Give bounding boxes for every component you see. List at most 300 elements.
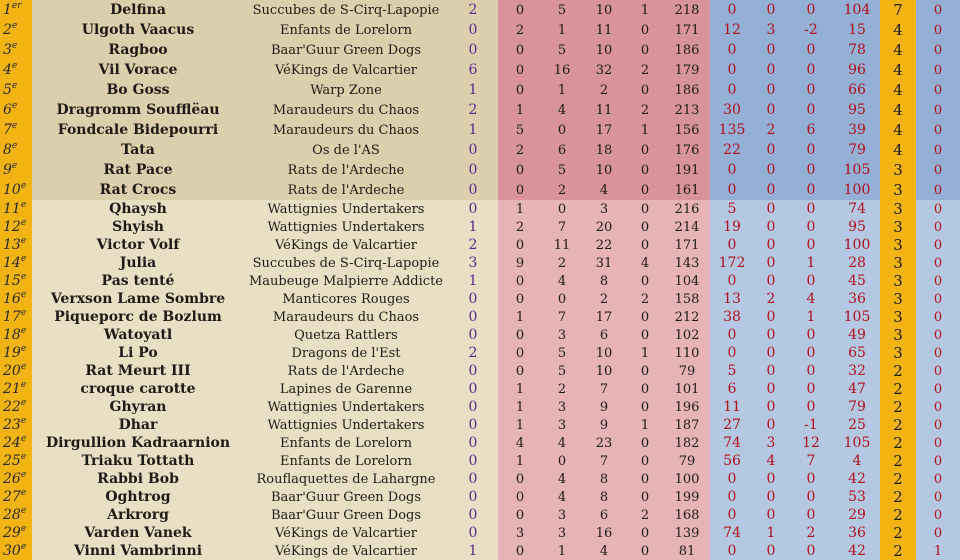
player-name: Bo Goss	[32, 80, 244, 100]
stat-blue-4: 74	[834, 200, 880, 218]
stat-last: 0	[916, 416, 960, 434]
stat-blue-1: 6	[710, 380, 754, 398]
stat-pink-5: 79	[664, 452, 710, 470]
stat-pink-5: 102	[664, 326, 710, 344]
points-cell: 3	[880, 218, 916, 236]
rank-number: 15	[3, 273, 21, 289]
stat-purple: 2	[448, 0, 498, 20]
rank-cell	[0, 236, 32, 254]
stat-blue-4: 45	[834, 272, 880, 290]
stat-blue-1: 0	[710, 344, 754, 362]
stat-pink-4: 0	[626, 326, 664, 344]
rank-suffix: e	[20, 181, 27, 191]
team-name: Wattignies Undertakers	[244, 218, 448, 236]
stat-pink-4: 0	[626, 434, 664, 452]
stat-purple: 0	[448, 326, 498, 344]
stat-blue-1: 0	[710, 326, 754, 344]
stat-last: 0	[916, 80, 960, 100]
stat-blue-4: 36	[834, 290, 880, 308]
stat-pink-4: 2	[626, 506, 664, 524]
stat-pink-4: 0	[626, 488, 664, 506]
points-cell: 4	[880, 60, 916, 80]
stat-blue-4: 78	[834, 40, 880, 60]
rank-cell	[0, 272, 32, 290]
stat-blue-2: 0	[754, 80, 788, 100]
rank-number: 18	[3, 327, 21, 343]
rank-cell	[0, 180, 32, 200]
rank-cell	[0, 470, 32, 488]
stat-pink-4: 0	[626, 236, 664, 254]
stat-pink-1: 5	[498, 120, 542, 140]
table-row	[0, 506, 960, 524]
team-name: Maraudeurs du Chaos	[244, 120, 448, 140]
stat-pink-5: 216	[664, 200, 710, 218]
rank-number: 19	[3, 345, 21, 361]
stat-pink-1: 0	[498, 40, 542, 60]
stat-pink-4: 0	[626, 380, 664, 398]
table-row	[0, 200, 960, 218]
stat-blue-4: 100	[834, 236, 880, 254]
points-cell: 3	[880, 344, 916, 362]
stat-blue-1: 0	[710, 180, 754, 200]
stat-pink-4: 2	[626, 100, 664, 120]
points-cell: 4	[880, 80, 916, 100]
stat-blue-1: 27	[710, 416, 754, 434]
stat-last: 0	[916, 236, 960, 254]
team-name: VéKings de Valcartier	[244, 542, 448, 560]
table-row	[0, 434, 960, 452]
stat-pink-4: 0	[626, 452, 664, 470]
rank-number: 12	[3, 219, 21, 235]
stat-blue-4: 104	[834, 0, 880, 20]
stat-blue-3: 12	[788, 434, 834, 452]
stat-blue-1: 0	[710, 40, 754, 60]
table-row	[0, 120, 960, 140]
stat-pink-3: 8	[582, 272, 626, 290]
points-cell: 3	[880, 254, 916, 272]
stat-blue-2: 0	[754, 308, 788, 326]
stat-last: 0	[916, 200, 960, 218]
table-row	[0, 100, 960, 120]
rank-number: 25	[3, 453, 21, 469]
stat-pink-1: 1	[498, 308, 542, 326]
stat-pink-3: 10	[582, 362, 626, 380]
stat-purple: 0	[448, 398, 498, 416]
stat-blue-3: 0	[788, 398, 834, 416]
rank-cell	[0, 200, 32, 218]
team-name: Enfants de Lorelorn	[244, 452, 448, 470]
rank-suffix: e	[20, 272, 27, 282]
stat-pink-2: 4	[542, 434, 582, 452]
stat-blue-4: 105	[834, 160, 880, 180]
stat-blue-4: 53	[834, 488, 880, 506]
stat-blue-3: 0	[788, 200, 834, 218]
stat-last: 0	[916, 524, 960, 542]
team-name: Warp Zone	[244, 80, 448, 100]
stat-blue-1: 74	[710, 434, 754, 452]
player-name: Pas tenté	[32, 272, 244, 290]
stat-pink-4: 0	[626, 218, 664, 236]
stat-last: 0	[916, 254, 960, 272]
rank-suffix: e	[20, 398, 27, 408]
stat-blue-3: 0	[788, 236, 834, 254]
stat-blue-1: 30	[710, 100, 754, 120]
player-name: Dragromm Soufflëau	[32, 100, 244, 120]
stat-pink-2: 3	[542, 524, 582, 542]
team-name: Wattignies Undertakers	[244, 416, 448, 434]
rank-number: 22	[3, 399, 21, 415]
stat-purple: 2	[448, 344, 498, 362]
stat-blue-1: 56	[710, 452, 754, 470]
team-name: Rats de l'Ardeche	[244, 160, 448, 180]
stat-pink-5: 143	[664, 254, 710, 272]
stat-pink-5: 104	[664, 272, 710, 290]
stat-pink-3: 11	[582, 20, 626, 40]
points-cell: 2	[880, 362, 916, 380]
rank-suffix: e	[11, 41, 18, 51]
points-cell: 2	[880, 470, 916, 488]
stat-pink-1: 9	[498, 254, 542, 272]
stat-blue-4: 95	[834, 218, 880, 236]
table-row	[0, 218, 960, 236]
stat-blue-2: 3	[754, 20, 788, 40]
rank-suffix: e	[20, 542, 27, 552]
stat-pink-3: 22	[582, 236, 626, 254]
rank-cell	[0, 326, 32, 344]
points-cell: 2	[880, 380, 916, 398]
stat-pink-2: 7	[542, 308, 582, 326]
rank-cell	[0, 416, 32, 434]
player-name: Dhar	[32, 416, 244, 434]
stat-pink-3: 16	[582, 524, 626, 542]
rank-suffix: e	[20, 218, 27, 228]
stat-purple: 1	[448, 218, 498, 236]
stat-pink-1: 0	[498, 180, 542, 200]
team-name: VéKings de Valcartier	[244, 236, 448, 254]
stat-last: 0	[916, 40, 960, 60]
stat-last: 0	[916, 218, 960, 236]
rank-suffix: e	[20, 362, 27, 372]
stat-blue-4: 29	[834, 506, 880, 524]
stat-last: 0	[916, 488, 960, 506]
stat-last: 0	[916, 20, 960, 40]
stat-last: 0	[916, 452, 960, 470]
stat-last: 0	[916, 100, 960, 120]
stat-pink-3: 11	[582, 100, 626, 120]
stat-blue-3: 0	[788, 60, 834, 80]
rank-cell	[0, 254, 32, 272]
stat-purple: 1	[448, 272, 498, 290]
stat-pink-2: 1	[542, 80, 582, 100]
stat-pink-5: 179	[664, 60, 710, 80]
stat-purple: 0	[448, 20, 498, 40]
player-name: Varden Vanek	[32, 524, 244, 542]
stat-pink-5: 161	[664, 180, 710, 200]
rank-suffix: e	[20, 290, 27, 300]
stat-blue-3: 0	[788, 80, 834, 100]
table-row	[0, 272, 960, 290]
player-name: Rat Meurt III	[32, 362, 244, 380]
rank-suffix: e	[11, 141, 18, 151]
rank-number: 26	[3, 471, 21, 487]
stat-pink-2: 4	[542, 470, 582, 488]
player-name: Ghyran	[32, 398, 244, 416]
stat-blue-4: 66	[834, 80, 880, 100]
points-cell: 4	[880, 100, 916, 120]
stat-blue-4: 65	[834, 344, 880, 362]
points-cell: 4	[880, 140, 916, 160]
stat-pink-2: 11	[542, 236, 582, 254]
rank-number: 2	[3, 22, 12, 38]
stat-pink-4: 2	[626, 60, 664, 80]
stat-blue-2: 0	[754, 236, 788, 254]
player-name: Vil Vorace	[32, 60, 244, 80]
rank-number: 7	[3, 122, 12, 138]
rank-cell	[0, 290, 32, 308]
stat-blue-3: 0	[788, 140, 834, 160]
stat-pink-2: 1	[542, 20, 582, 40]
team-name: Rouflaquettes de Lahargne	[244, 470, 448, 488]
stat-pink-2: 0	[542, 200, 582, 218]
player-name: Triaku Tottath	[32, 452, 244, 470]
stat-pink-2: 3	[542, 398, 582, 416]
stat-pink-3: 3	[582, 200, 626, 218]
player-name: Julia	[32, 254, 244, 272]
points-cell: 3	[880, 200, 916, 218]
stat-pink-1: 0	[498, 290, 542, 308]
stat-pink-5: 187	[664, 416, 710, 434]
stat-pink-5: 191	[664, 160, 710, 180]
table-row	[0, 542, 960, 560]
stat-blue-1: 0	[710, 542, 754, 560]
rank-suffix: e	[20, 434, 27, 444]
rank-number: 5	[3, 82, 12, 98]
stat-pink-3: 6	[582, 326, 626, 344]
stat-blue-4: 42	[834, 470, 880, 488]
stat-blue-3: 7	[788, 452, 834, 470]
stat-blue-3: 2	[788, 524, 834, 542]
stat-purple: 0	[448, 362, 498, 380]
rank-number: 6	[3, 102, 12, 118]
rank-cell	[0, 218, 32, 236]
stat-blue-2: 1	[754, 524, 788, 542]
stat-blue-2: 0	[754, 254, 788, 272]
stat-blue-4: 100	[834, 180, 880, 200]
team-name: Os de l'AS	[244, 140, 448, 160]
stat-pink-4: 0	[626, 362, 664, 380]
stat-blue-4: 15	[834, 20, 880, 40]
table-row	[0, 524, 960, 542]
stat-blue-4: 79	[834, 140, 880, 160]
stat-pink-1: 0	[498, 470, 542, 488]
stat-pink-1: 2	[498, 218, 542, 236]
stat-pink-5: 156	[664, 120, 710, 140]
stat-pink-4: 0	[626, 524, 664, 542]
team-name: Maraudeurs du Chaos	[244, 100, 448, 120]
stat-blue-1: 172	[710, 254, 754, 272]
stat-blue-2: 2	[754, 290, 788, 308]
stat-blue-1: 0	[710, 470, 754, 488]
stat-pink-5: 110	[664, 344, 710, 362]
player-name: Vinni Vambrinni	[32, 542, 244, 560]
rank-number: 8	[3, 142, 12, 158]
rank-number: 17	[3, 309, 21, 325]
stat-pink-2: 0	[542, 120, 582, 140]
points-cell: 4	[880, 40, 916, 60]
table-row	[0, 160, 960, 180]
stat-blue-3: 0	[788, 180, 834, 200]
table-row	[0, 470, 960, 488]
stat-pink-2: 7	[542, 218, 582, 236]
rank-cell	[0, 140, 32, 160]
stat-purple: 0	[448, 40, 498, 60]
stat-pink-4: 0	[626, 200, 664, 218]
rank-cell	[0, 488, 32, 506]
player-name: Ulgoth Vaacus	[32, 20, 244, 40]
team-name: Baar'Guur Green Dogs	[244, 506, 448, 524]
table-row	[0, 236, 960, 254]
stat-pink-5: 168	[664, 506, 710, 524]
team-name: Maraudeurs du Chaos	[244, 308, 448, 326]
stat-blue-2: 0	[754, 218, 788, 236]
stat-purple: 0	[448, 416, 498, 434]
stat-pink-2: 2	[542, 254, 582, 272]
stat-pink-3: 10	[582, 344, 626, 362]
stat-last: 0	[916, 160, 960, 180]
stat-pink-1: 1	[498, 452, 542, 470]
stat-pink-2: 5	[542, 362, 582, 380]
stat-pink-1: 2	[498, 140, 542, 160]
stat-purple: 0	[448, 452, 498, 470]
stat-blue-2: 0	[754, 60, 788, 80]
stat-last: 0	[916, 308, 960, 326]
rank-suffix: e	[20, 236, 27, 246]
stat-pink-1: 0	[498, 236, 542, 254]
stat-blue-3: -2	[788, 20, 834, 40]
rank-suffix: e	[11, 101, 18, 111]
stat-last: 0	[916, 344, 960, 362]
stat-pink-4: 4	[626, 254, 664, 272]
stat-blue-2: 0	[754, 272, 788, 290]
player-name: Rat Crocs	[32, 180, 244, 200]
rank-number: 23	[3, 417, 21, 433]
stat-pink-4: 0	[626, 160, 664, 180]
stat-blue-3: 6	[788, 120, 834, 140]
rank-suffix: er	[11, 1, 22, 11]
table-row	[0, 0, 960, 20]
stat-pink-2: 5	[542, 160, 582, 180]
stat-pink-1: 4	[498, 434, 542, 452]
rank-number: 14	[3, 255, 21, 271]
stat-pink-5: 199	[664, 488, 710, 506]
rank-cell	[0, 362, 32, 380]
team-name: Wattignies Undertakers	[244, 398, 448, 416]
stat-pink-5: 101	[664, 380, 710, 398]
stat-pink-1: 0	[498, 344, 542, 362]
stat-pink-1: 1	[498, 200, 542, 218]
stat-pink-5: 158	[664, 290, 710, 308]
rank-cell	[0, 344, 32, 362]
rank-number: 10	[3, 182, 21, 198]
stat-pink-3: 18	[582, 140, 626, 160]
stat-blue-3: 0	[788, 362, 834, 380]
rank-suffix: e	[20, 416, 27, 426]
stat-blue-3: 0	[788, 488, 834, 506]
rank-number: 1	[3, 2, 12, 18]
stat-last: 0	[916, 326, 960, 344]
stat-last: 0	[916, 434, 960, 452]
stat-blue-3: 0	[788, 218, 834, 236]
rank-number: 30	[3, 543, 21, 559]
player-name: Dirgullion Kadraarnion	[32, 434, 244, 452]
points-cell: 4	[880, 120, 916, 140]
rank-number: 28	[3, 507, 21, 523]
stat-pink-4: 2	[626, 290, 664, 308]
table-row	[0, 20, 960, 40]
table-row	[0, 40, 960, 60]
points-cell: 3	[880, 160, 916, 180]
stat-pink-3: 10	[582, 160, 626, 180]
rank-cell	[0, 542, 32, 560]
player-name: Rabbi Bob	[32, 470, 244, 488]
team-name: Maubeuge Malpierre Addicte	[244, 272, 448, 290]
stat-purple: 0	[448, 180, 498, 200]
rank-cell	[0, 40, 32, 60]
stat-pink-2: 0	[542, 290, 582, 308]
player-name: Piqueporc de Bozlum	[32, 308, 244, 326]
stat-blue-2: 0	[754, 140, 788, 160]
stat-blue-4: 42	[834, 542, 880, 560]
stat-blue-1: 5	[710, 200, 754, 218]
stat-blue-2: 2	[754, 120, 788, 140]
table-row	[0, 326, 960, 344]
rank-cell	[0, 120, 32, 140]
stat-blue-2: 0	[754, 344, 788, 362]
stat-pink-4: 0	[626, 20, 664, 40]
rank-number: 16	[3, 291, 21, 307]
points-cell: 3	[880, 308, 916, 326]
stat-pink-1: 0	[498, 272, 542, 290]
stat-pink-4: 1	[626, 416, 664, 434]
rank-suffix: e	[11, 21, 18, 31]
stat-pink-3: 23	[582, 434, 626, 452]
points-cell: 3	[880, 326, 916, 344]
team-name: Wattignies Undertakers	[244, 200, 448, 218]
stat-pink-1: 0	[498, 0, 542, 20]
stat-blue-1: 0	[710, 506, 754, 524]
stat-blue-4: 47	[834, 380, 880, 398]
stat-pink-2: 6	[542, 140, 582, 160]
points-cell: 2	[880, 506, 916, 524]
points-cell: 3	[880, 290, 916, 308]
rank-cell	[0, 20, 32, 40]
stat-pink-5: 176	[664, 140, 710, 160]
rank-suffix: e	[20, 308, 27, 318]
stat-pink-4: 0	[626, 308, 664, 326]
rank-number: 24	[3, 435, 21, 451]
stat-pink-1: 3	[498, 524, 542, 542]
rank-suffix: e	[20, 452, 27, 462]
stat-blue-2: 0	[754, 0, 788, 20]
stat-blue-3: 0	[788, 272, 834, 290]
rank-number: 3	[3, 42, 12, 58]
points-cell: 2	[880, 398, 916, 416]
table-row	[0, 398, 960, 416]
stat-blue-3: 0	[788, 160, 834, 180]
stat-blue-3: 0	[788, 380, 834, 398]
stat-blue-3: 0	[788, 344, 834, 362]
stat-pink-4: 0	[626, 398, 664, 416]
